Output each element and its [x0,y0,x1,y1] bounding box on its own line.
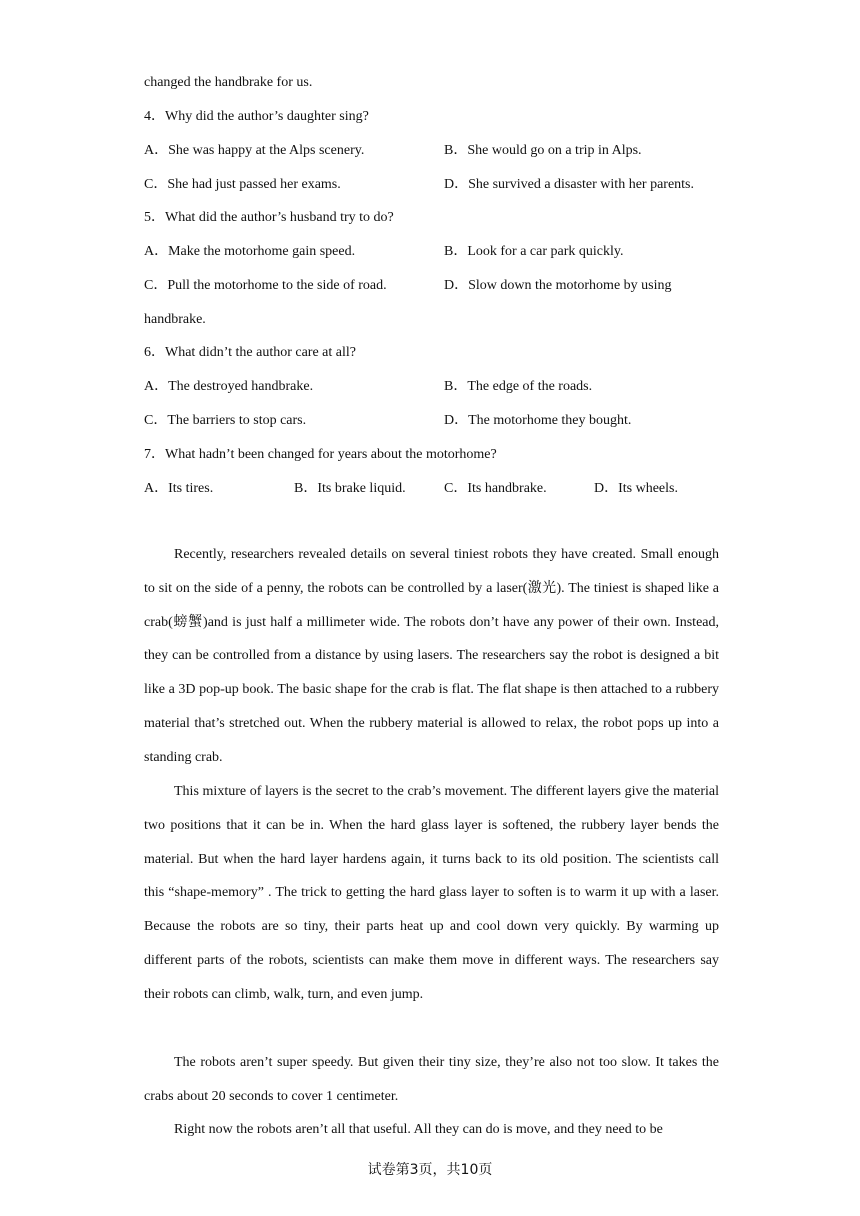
question-5-option-b: B．Look for a car park quickly. [444,244,624,259]
question-6-option-b: B．The edge of the roads. [444,379,593,394]
intro-line: changed the handbrake for us. [144,75,313,90]
question-5-option-a: A．Make the motorhome gain speed. [144,244,356,259]
question-5-option-d-continuation: handbrake. [144,312,206,327]
passage-paragraph-4: Right now the robots aren’t all that useful. All they can do is move, and they need to be [174,1122,663,1137]
question-6-option-a: A．The destroyed handbrake. [144,379,314,394]
passage-paragraph-3: The robots aren’t super speedy. But given their tiny size, they’re also not too slow. It takes the crabs about 20 seconds to cover 1 centimeter. [144,1055,719,1104]
question-4-option-d: D．She survived a disaster with her parents. [444,177,694,192]
question-7-stem: 7．What hadn’t been changed for years about the motorhome? [144,447,497,462]
question-5-option-c: C．Pull the motorhome to the side of road. [144,278,387,293]
page-footer: 试卷第3页，共10页 [367,1162,493,1178]
question-5-option-d: D．Slow down the motorhome by using [444,278,672,293]
passage-paragraph-2: This mixture of layers is the secret to the crab’s movement. The different layers give the material two positions that it can be in. When the hard glass layer is softened, the rubbery layer bends the material. But when the hard layer hardens again, it turns back to its old position. The scientists call this “shape-memory” . The trick to getting the hard glass layer to soften is to warm it up with a laser. Because the robots are so tiny, their parts heat up and cool down very quickly. By warming up different parts of the robots, scientists can make them move in different ways. The researchers say their robots can climb, walk, turn, and even jump. [144,784,719,1002]
question-6-option-c: C．The barriers to stop cars. [144,413,307,428]
question-6-option-d: D．The motorhome they bought. [444,413,632,428]
question-7-option-c: C．Its handbrake. [444,481,547,496]
question-7-option-b: B．Its brake liquid. [294,481,406,496]
question-7-option-d: D．Its wheels. [594,481,678,496]
question-4-option-c: C．She had just passed her exams. [144,177,341,192]
question-4-option-b: B．She would go on a trip in Alps. [444,143,642,158]
question-6-stem: 6．What didn’t the author care at all? [144,345,356,360]
question-4-option-a: A．She was happy at the Alps scenery. [144,143,365,158]
question-7-option-a: A．Its tires. [144,481,214,496]
question-5-stem: 5．What did the author’s husband try to do? [144,210,394,225]
passage-paragraph-1: Recently, researchers revealed details on several tiniest robots they have created. Small enough to sit on the side of a penny, the robots can be controlled by a laser(激光). The tiniest is shaped like a crab(螃蟹)and is just half a millimeter wide. The robots don’t have any power of their own. Instead, they can be controlled from a distance by using lasers. The researchers say the robot is designed a bit like a 3D pop-up book. The basic shape for the crab is flat. The flat shape is then attached to a rubbery material that’s stretched out. When the rubbery material is allowed to relax, the robot pops up into a standing crab. [144,547,719,765]
question-4-stem: 4．Why did the author’s daughter sing? [144,109,369,124]
